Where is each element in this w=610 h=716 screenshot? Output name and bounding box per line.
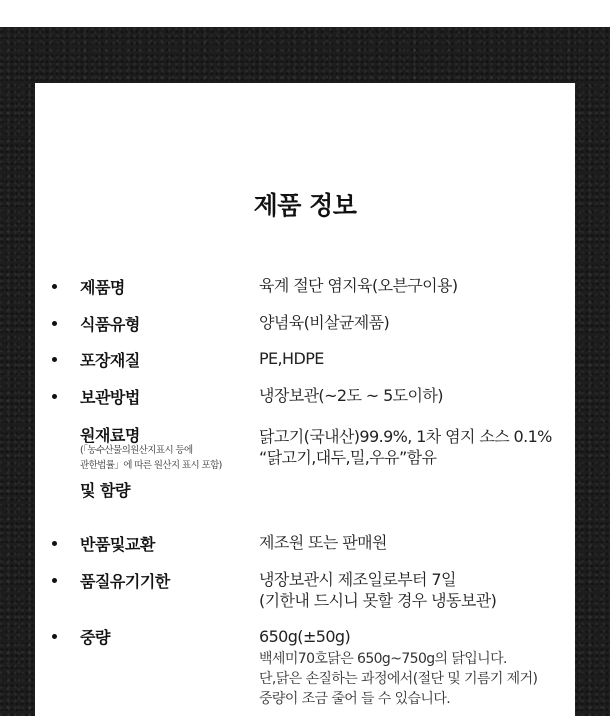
origin-note-line: (「농수산물의원산지표시 등에 — [80, 445, 193, 456]
row-label-continued: 및 함량 — [80, 481, 130, 500]
row-label: 품질유기기한 — [80, 572, 170, 591]
row-label: 포장재질 — [80, 351, 140, 370]
bullet-icon — [52, 321, 57, 326]
page-title: 제품 정보 — [253, 191, 357, 220]
weight-note-line: 중량이 조금 줄어 들 수 있습니다. — [259, 691, 451, 707]
row-value: 제조원 또는 판매원 — [259, 533, 387, 552]
row-value-line: “닭고기,대두,밀,우유”함유 — [259, 448, 437, 467]
row-label: 보관방법 — [80, 388, 140, 407]
bullet-icon — [52, 284, 57, 289]
row-value: 양념육(비살균제품) — [259, 313, 390, 332]
row-value: 650g(±50g) — [259, 627, 351, 646]
weight-note-line: 백세미70호닭은 650g~750g의 닭입니다. — [259, 651, 507, 667]
row-value: 육계 절단 염지육(오븐구이용) — [259, 276, 458, 295]
row-label: 제품명 — [80, 278, 125, 297]
row-value: PE,HDPE — [259, 349, 324, 368]
row-value-line: (기한내 드시니 못할 경우 냉동보관) — [259, 591, 497, 610]
origin-note-line: 관한법률」에 따른 원산지 표시 포함) — [80, 460, 222, 471]
bullet-icon — [52, 578, 57, 583]
bullet-icon — [52, 357, 57, 362]
row-label: 식품유형 — [80, 315, 140, 334]
row-value: 냉장보관(~2도 ~ 5도이하) — [259, 386, 443, 405]
row-label: 반품및교환 — [80, 535, 155, 554]
row-value-line: 닭고기(국내산)99.9%, 1차 염지 소스 0.1% — [259, 427, 552, 446]
weight-note-line: 단,닭은 손질하는 과정에서(절단 및 기름기 제거) — [259, 671, 538, 687]
bullet-icon — [52, 541, 57, 546]
top-band — [0, 0, 610, 27]
row-value-line: 냉장보관시 제조일로부터 7일 — [259, 570, 456, 589]
row-label: 중량 — [80, 628, 110, 647]
bullet-icon — [52, 634, 57, 639]
bullet-icon — [52, 394, 57, 399]
row-label: 원재료명 — [80, 426, 140, 445]
